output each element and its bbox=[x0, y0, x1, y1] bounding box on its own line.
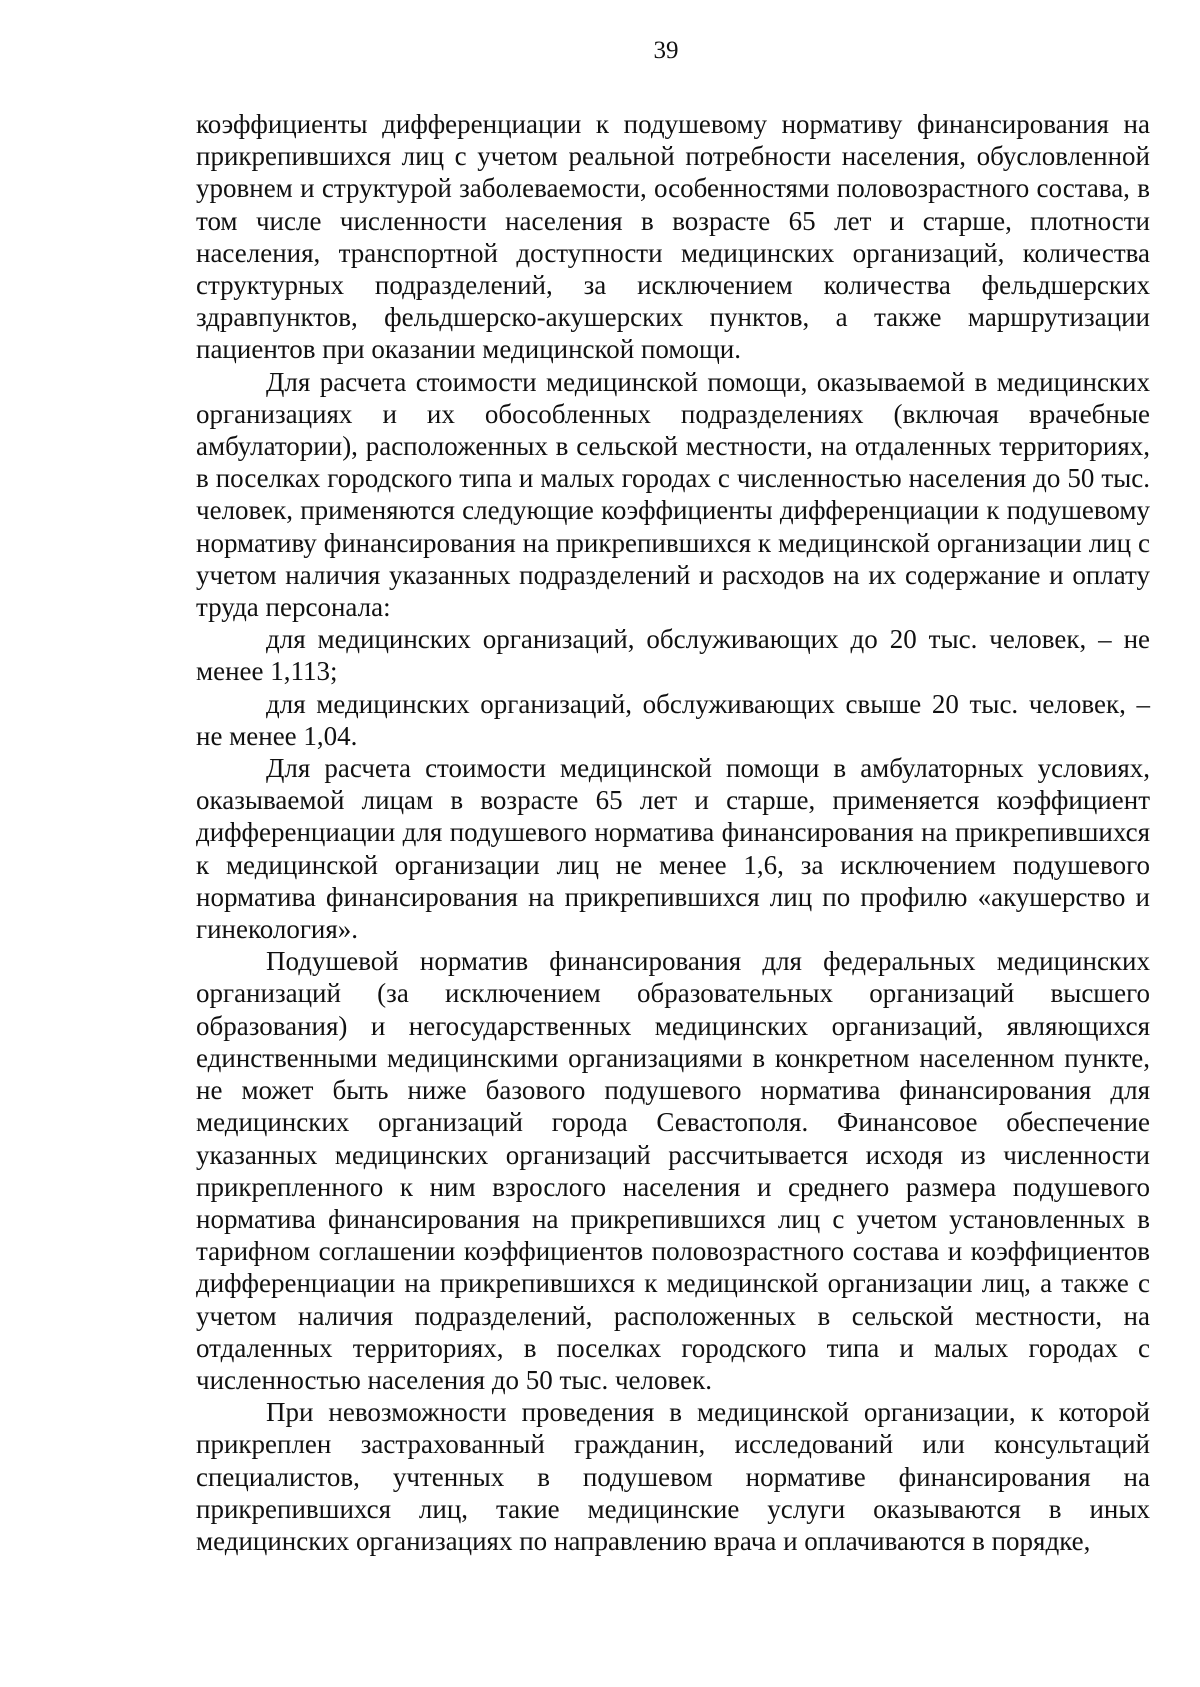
paragraph-6: Подушевой норматив финансирования для федеральных медицинских организаций (за исключением образовательных организаций высшего образования) и негосударственных медицинских организаций, являющихся единственными медицинскими организациями в конкретном населенном пункте, не может быть ниже базового подушевого норматива финансирования для медицинских организаций города Севастополя. Финансовое обеспечение указанных медицинских организаций рассчитывается исходя из численности прикрепленного к ним взрослого населения и среднего размера подушевого норматива финансирования на прикрепившихся лиц с учетом установленных в тарифном соглашении коэффициентов половозрастного состава и коэффициентов дифференциации на прикрепившихся к медицинской организации лиц, а также с учетом наличия подразделений, расположенных в сельской местности, на отдаленных территориях, в поселках городского типа и малых городах с численностью населения до 50 тыс. человек. bbox=[196, 946, 1150, 1395]
paragraph-1: коэффициенты дифференциации к подушевому нормативу финансирования на прикрепившихся лиц с учетом реальной потребности населения, обусловленной уровнем и структурой заболеваемости, особенностями половозрастного состава, в том числе численности населения в возрасте 65 лет и старше, плотности населения, транспортной доступности медицинских организаций, количества структурных подразделений, за исключением количества фельдшерских здравпунктов, фельдшерско-акушерских пунктов, а также маршрутизации пациентов при оказании медицинской помощи. bbox=[196, 109, 1150, 365]
document-body bbox=[196, 108, 1150, 1557]
paragraph-3: для медицинских организаций, обслуживающих до 20 тыс. человек, – не менее 1,113; bbox=[196, 624, 1150, 687]
paragraph-2: Для расчета стоимости медицинской помощи, оказываемой в медицинских организациях и их обособленных подразделениях (включая врачебные амбулатории), расположенных в сельской местности, на отдаленных территориях, в поселках городского типа и малых городах с численностью населения до 50 тыс. человек, применяются следующие коэффициенты дифференциации к подушевому нормативу финансирования на прикрепившихся к медицинской организации лиц с учетом наличия указанных подразделений и расходов на их содержание и оплату труда персонала: bbox=[196, 366, 1150, 623]
page-number: 39 bbox=[653, 37, 679, 64]
paragraph-4: для медицинских организаций, обслуживающих свыше 20 тыс. человек, – не менее 1,04. bbox=[196, 688, 1150, 751]
paragraph-5: Для расчета стоимости медицинской помощи в амбулаторных условиях, оказываемой лицам в возрасте 65 лет и старше, применяется коэффициент дифференциации для подушевого норматива финансирования на прикрепившихся к медицинской организации лиц не менее 1,6, за исключением подушевого норматива финансирования на прикрепившихся лиц по профилю «акушерство и гинекология». bbox=[196, 753, 1150, 945]
paragraph-7: При невозможности проведения в медицинской организации, к которой прикреплен застрахованный гражданин, исследований или консультаций специалистов, учтенных в подушевом нормативе финансирования на прикрепившихся лиц, такие медицинские услуги оказываются в иных медицинских организациях по направлению врача и оплачиваются в порядке, bbox=[196, 1397, 1150, 1556]
